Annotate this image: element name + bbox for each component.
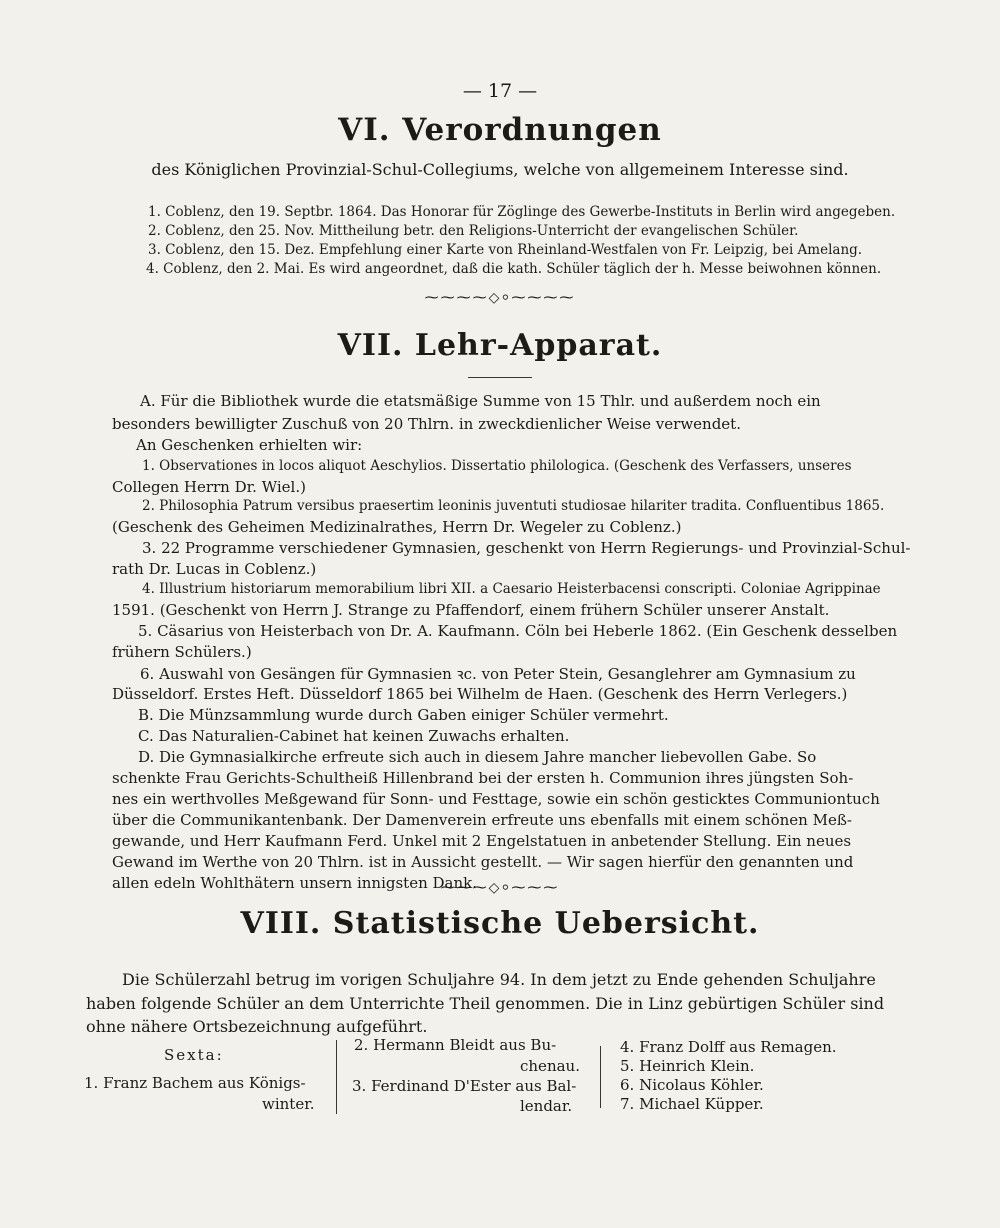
ornament-divider-1: ⁓⁓⁓⁓◇⸰⁓⁓⁓⁓ (424, 290, 576, 306)
text-line: B. Die Münzsammlung wurde durch Gaben einiger Schüler vermehrt. (138, 706, 669, 724)
text-line: An Geschenken erhielten wir: (136, 436, 363, 454)
ornament-divider-2: ⁓⁓⁓◇⸰⁓⁓⁓ (440, 880, 560, 896)
text-line: Düsseldorf. Erstes Heft. Düsseldorf 1865 bei Wilhelm de Haen. (Geschenk des Herrn Verlegers.) (112, 685, 848, 703)
text-line: Die Schülerzahl betrug im vorigen Schuljahre 94. In dem jetzt zu Ende gehenden Schuljahre (122, 970, 876, 989)
text-line: ohne nähere Ortsbezeichnung aufgeführt. (86, 1017, 428, 1036)
text-line: schenkte Frau Gerichts-Schultheiß Hillenbrand bei der ersten h. Communion ihres jüngsten Soh- (112, 769, 854, 787)
text-line: 2. Philosophia Patrum versibus praesertim leoninis juventuti studiosae hilariter tradita. Confluentibus 1865. (142, 498, 885, 514)
decree-2: 2. Coblenz, den 25. Nov. Mittheilung betr. den Religions-Unterricht der evangelischen Schüler. (148, 223, 799, 239)
decree-4: 4. Coblenz, den 2. Mai. Es wird angeordnet, daß die kath. Schüler täglich der h. Messe beiwohnen können. (146, 261, 882, 277)
text-line: haben folgende Schüler an dem Unterrichte Theil genommen. Die in Linz gebürtigen Schüler sind (86, 994, 885, 1013)
decree-1: 1. Coblenz, den 19. Septbr. 1864. Das Honorar für Zöglinge des Gewerbe-Instituts in Berlin wird angegeben. (148, 204, 896, 220)
student-entry: 6. Nicolaus Köhler. (620, 1076, 764, 1094)
text-line: besonders bewilligter Zuschuß von 20 Thlrn. in zweckdienlicher Weise verwendet. (112, 415, 741, 433)
section-8-title: VIII. Statistische Uebersicht. (240, 906, 760, 941)
decree-3: 3. Coblenz, den 15. Dez. Empfehlung einer Karte von Rheinland-Westfalen von Fr. Leipzig, bei Amelang. (148, 242, 863, 258)
text-line: gewande, und Herr Kaufmann Ferd. Unkel mit 2 Engelstatuen in anbetender Stellung. Ein neues (112, 832, 852, 850)
student-entry: 1. Franz Bachem aus Königs- (84, 1074, 306, 1092)
class-heading: Sexta: (164, 1046, 224, 1064)
text-line: Gewand im Werthe von 20 Thlrn. ist in Aussicht gestellt. — Wir sagen hierfür den genannten und (112, 853, 854, 871)
text-line: D. Die Gymnasialkirche erfreute sich auch in diesem Jahre mancher liebevollen Gabe. So (138, 748, 817, 766)
text-line: C. Das Naturalien-Cabinet hat keinen Zuwachs erhalten. (138, 727, 570, 745)
text-line: nes ein werthvolles Meßgewand für Sonn- und Festtage, sowie ein schön gesticktes Communiontuch (112, 790, 880, 808)
student-entry: winter. (262, 1095, 315, 1113)
student-entry: 3. Ferdinand D'Ester aus Bal- (352, 1077, 577, 1095)
student-entry: chenau. (520, 1057, 580, 1075)
section-6-title: VI. Verordnungen (338, 112, 662, 148)
text-line: Collegen Herrn Dr. Wiel.) (112, 478, 306, 496)
page-number: — 17 — (462, 80, 538, 102)
text-line: 3. 22 Programme verschiedener Gymnasien, geschenkt von Herrn Regierungs- und Provinzial-Schul- (142, 539, 911, 557)
text-line: über die Communikantenbank. Der Damenverein erfreute uns ebenfalls mit einem schönen Meß- (112, 811, 852, 829)
student-entry: lendar. (520, 1097, 573, 1115)
text-line: 5. Cäsarius von Heisterbach von Dr. A. Kaufmann. Cöln bei Heberle 1862. (Ein Geschenk desselben (138, 622, 898, 640)
text-line: frühern Schülers.) (112, 643, 252, 661)
section-6-subtitle: des Königlichen Provinzial-Schul-Collegiums, welche von allgemeinem Interesse sind. (151, 160, 849, 179)
text-line: A. Für die Bibliothek wurde die etatsmäßige Summe von 15 Thlr. und außerdem noch ein (140, 392, 821, 410)
section-7-title: VII. Lehr-Apparat. (337, 328, 663, 363)
text-line: 4. Illustrium historiarum memorabilium libri XII. a Caesario Heisterbacensi conscripti. Coloniae Agrippinae (142, 581, 881, 597)
column-rule (336, 1040, 337, 1114)
text-line: 1. Observationes in locos aliquot Aeschylios. Dissertatio philologica. (Geschenk des Verfassers, unseres (142, 458, 852, 474)
text-line: 1591. (Geschenkt von Herrn J. Strange zu Pfaffendorf, einem frühern Schüler unserer Anstalt. (112, 601, 830, 619)
text-line: 6. Auswahl von Gesängen für Gymnasien ꝛc. von Peter Stein, Gesanglehrer am Gymnasium zu (140, 665, 856, 683)
text-line: (Geschenk des Geheimen Medizinalrathes, Herrn Dr. Wegeler zu Coblenz.) (112, 518, 682, 536)
text-line: allen edeln Wohlthätern unsern innigsten Dank. (112, 874, 477, 892)
student-entry: 4. Franz Dolff aus Remagen. (620, 1038, 837, 1056)
student-entry: 5. Heinrich Klein. (620, 1057, 755, 1075)
text-line: rath Dr. Lucas in Coblenz.) (112, 560, 317, 578)
student-entry: 2. Hermann Bleidt aus Bu- (354, 1036, 557, 1054)
student-entry: 7. Michael Küpper. (620, 1095, 764, 1113)
title-underline (468, 377, 532, 378)
column-rule (600, 1046, 601, 1108)
